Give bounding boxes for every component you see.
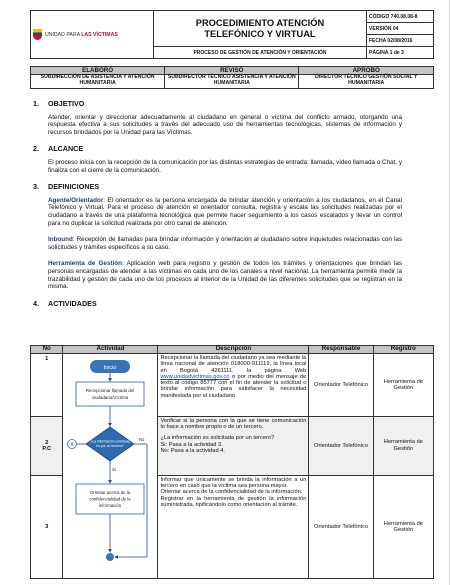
flow-label-no: No <box>139 437 145 442</box>
definition-inbound: Inbound: Recepción de llamadas para brindar información y orientación al ciudadano sobre inquietudes relacionadas con las solicitudes y trámites específicos a su caso. <box>48 236 402 251</box>
document-code: CÓDIGO 740.08.08-8 <box>367 11 434 23</box>
sig-value-reviso: SUBDIRECTOR TÉCNICO ASISTENCIA Y ATENCIÓN HUMANITARIA <box>165 75 299 89</box>
definition-agente: Agente/Orientador: El orientador es la persona encargada de brindar atención y orientación a los ciudadanos, en el Canal Telefónico y Virtual. Para el proceso de atención el orientador consulta, registra y escala las solicitudes realizadas por el ciudadano a través de una plataforma tecnológica que permite hacer seguimiento a los casos escalados y llevar un control para no duplicar la solicitud realizada por otro canal de atención. <box>48 196 402 227</box>
activity-number: 2 P.C <box>31 416 63 475</box>
flow-label-si: Si <box>112 467 117 472</box>
activity-responsible: Orientador Telefónico <box>309 354 373 417</box>
section-heading-definiciones: 3. DEFINICIONES <box>33 182 100 192</box>
document-date: FECHA 02/08/2016 <box>367 35 434 47</box>
sig-value-aprobo: DIRECTOR TÉCNICO GESTIÓN SOCIAL Y HUMANITARIA <box>299 75 434 89</box>
activity-number: 1 <box>31 354 63 417</box>
svg-text:confidencialidad de la: confidencialidad de la <box>89 496 132 502</box>
activities-table <box>30 345 434 579</box>
svg-text:ciudadano/Víctima: ciudadano/Víctima <box>92 395 129 400</box>
flow-connector-a <box>68 440 77 449</box>
svg-text:A: A <box>70 442 75 448</box>
col-header-registro: Registro <box>373 346 433 354</box>
document-body <box>33 99 402 308</box>
logo-text: UNIDAD PARA LAS VÍCTIMAS <box>45 31 118 38</box>
svg-text:Inicio: Inicio <box>104 364 117 371</box>
definition-herramienta: Herramienta de Gestión: Aplicación web para registro y gestión de todos los trámites y orientaciones que brindan las personas encargadas de atender a las víctimas en cada uno de los canales a nivel nacional. La herramienta permite medir la trazabilidad y gestión de cada uno de los procesos al interior de la Unidad de las diferentes solicitudes que se registran en la misma. <box>48 260 402 291</box>
activity-description: Verificar si la persona con la que se tiene comunicación lo hace a nombre propio o de un tercero. ¿La información es solicitada por un tercero? Si: Pasa a la actividad 3. No: Pasa a la actividad 4. <box>158 416 309 475</box>
process-name: PROCESO DE GESTIÓN DE ATENCIÓN Y ORIENTACIÓN <box>154 47 367 59</box>
colombia-shield-icon <box>33 29 42 40</box>
svg-text:Recepcionar llamada del: Recepcionar llamada del <box>86 388 135 393</box>
document-title: PROCEDIMIENTO ATENCIÓN TELEFÓNICO Y VIRTUAL <box>154 11 367 47</box>
svg-text:Orientar acerca de la: Orientar acerca de la <box>90 490 131 495</box>
flow-connector-next <box>106 553 114 561</box>
flow-box-orientar <box>76 484 144 514</box>
flow-start-node <box>90 360 130 373</box>
section-heading-alcance: 2. ALCANCE <box>33 144 84 154</box>
page-number: PÁGINA 1 de 3 <box>367 47 434 59</box>
sig-value-elaboro: SUBDIRECCIÓN DE ASISTENCIA Y ATENCIÓN HUMANITARIA <box>31 75 165 89</box>
signature-table <box>30 66 434 89</box>
col-header-actividad: Actividad <box>63 346 158 354</box>
activity-record: Herramienta de Gestión <box>373 354 433 417</box>
website-link[interactable]: www.unidadvictimas.gov.co <box>160 373 230 380</box>
objetivo-text: Atender, orientar y direccionar adecuadamente al ciudadano en general o víctima del conflicto armado, otorgando una respuesta efectiva a sus solicitudes a través del adecuado uso de herramientas tecnológicas, sistemas de información y recursos brindados por la Unidad para las Víctimas. <box>48 113 402 136</box>
sig-header-aprobo: APROBÓ <box>299 67 434 75</box>
section-heading-actividades: 4. ACTIVIDADES <box>33 298 97 308</box>
activity-responsible: Orientador Telefónico <box>309 475 373 578</box>
sig-header-reviso: REVISÓ <box>165 67 299 75</box>
unidad-victimas-logo <box>33 29 151 40</box>
document-header <box>30 10 434 59</box>
activity-description: Informar que únicamente se brinda la información a un tercero en caso que la víctima sea persona mayor. Orientar acerca de la confidencialidad de la información. Registrar en la herramienta de gestión la información suministrada, tipificándolo como orientación al trámite. <box>158 475 309 578</box>
col-header-descripcion: Descripción <box>158 346 309 354</box>
activity-record: Herramienta de Gestión <box>373 416 433 475</box>
svg-text:información: información <box>99 503 122 508</box>
flowchart-cell <box>63 354 158 579</box>
logo-cell <box>31 11 154 59</box>
activity-description: Recepcionar la llamada del ciudadano ya sea mediante la línea nacional de atención 018000-911119, la línea local en Bogotá 4261111, la página Web www.unidadvictimas.gov.co o por medio del mensaje de texto al código 85777 con el fin de atender la solicitud o brindar información para satisfacer la necesidad manifestada por el ciudadano <box>158 354 309 417</box>
process-flowchart <box>63 354 157 578</box>
definition-term: Agente/Orientador <box>48 196 104 204</box>
activity-record: Herramienta de Gestión <box>373 475 433 578</box>
alcance-text: El proceso inicia con la recepción de la comunicación por las distintas estrategias de entrada: llamada, video llamada o Chat, y finaliza con el cierre de la comunicación. <box>48 158 402 174</box>
definition-term: Herramienta de Gestión <box>48 260 122 268</box>
section-heading-objetivo: 1. OBJETIVO <box>33 99 85 108</box>
activity-responsible: Orientador Telefónico <box>309 416 373 475</box>
activity-number: 3 <box>31 475 63 578</box>
flow-box-recepcionar <box>76 382 144 406</box>
svg-text:es por un tercero?: es por un tercero? <box>96 444 125 448</box>
flow-decision-tercero <box>86 427 134 461</box>
sig-header-elaboro: ELABORÓ <box>31 67 165 75</box>
activity-row <box>31 354 434 417</box>
document-version: VERSIÓN 04 <box>367 23 434 35</box>
col-header-responsable: Responsable <box>309 346 373 354</box>
col-header-no: No <box>31 346 63 354</box>
definition-term: Inbound <box>48 236 73 244</box>
svg-text:¿La información solicitada: ¿La información solicitada <box>90 439 131 444</box>
